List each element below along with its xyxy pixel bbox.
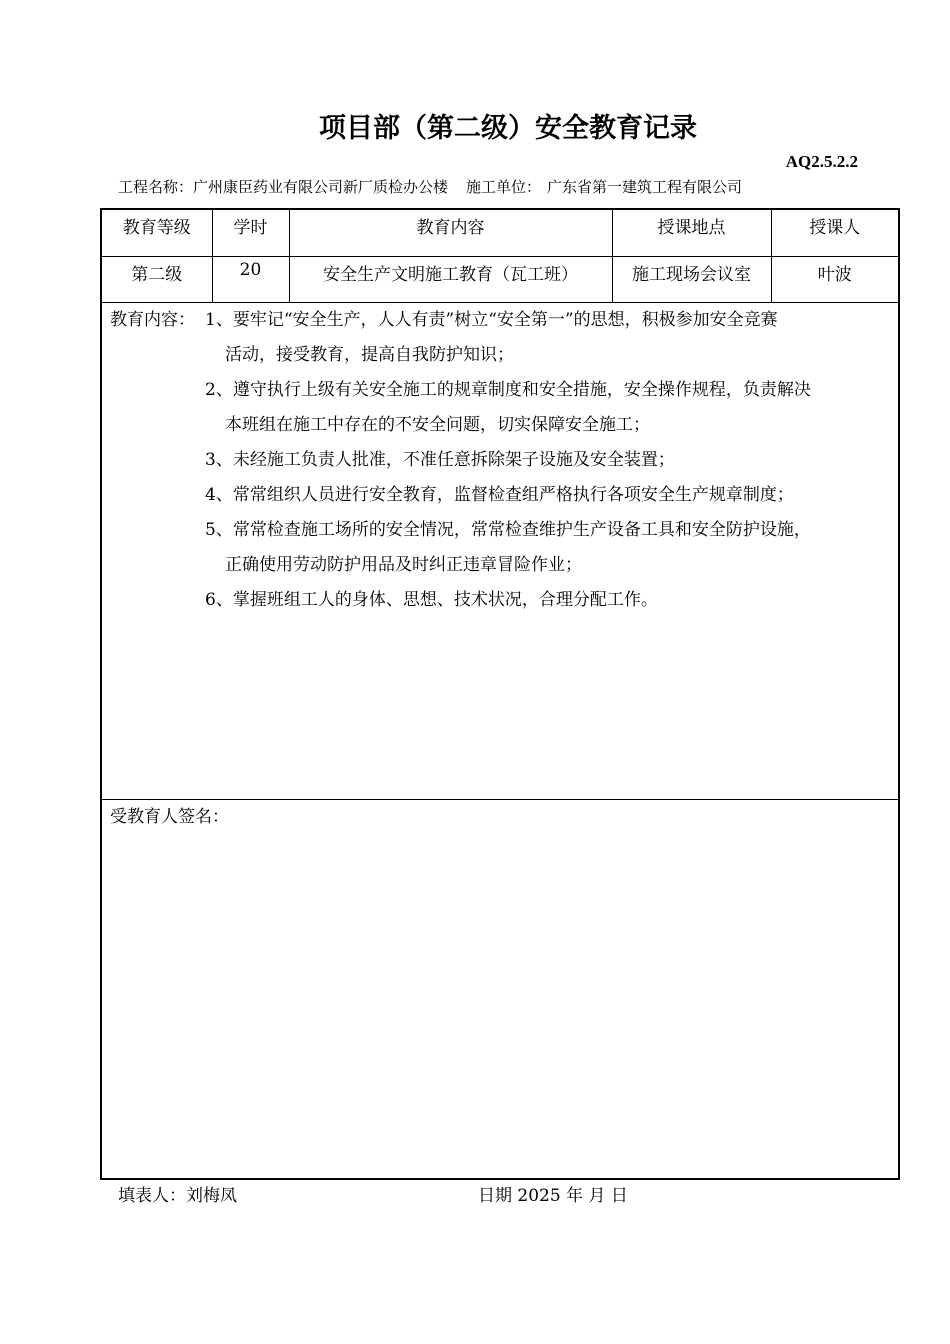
cell-education-level: 第二级 [101,256,212,302]
list-item [205,443,890,478]
project-name-label: 工程名称： [118,178,194,196]
header-content: 教育内容 [289,209,612,256]
table-header-row [101,209,899,256]
item-1-line-2: 活动，接受教育，提高自我防护知识； [225,344,514,365]
cell-lecturer: 叶波 [771,256,899,302]
cell-location: 施工现场会议室 [612,256,771,302]
education-record-table [100,208,900,1180]
item-2-line-1: 2、遵守执行上级有关安全施工的规章制度和安全措施，安全操作规程，负责解决 [205,379,811,400]
signature-row [101,799,899,1179]
header-hours: 学时 [212,209,289,256]
page-title: 项目部（第二级）安全教育记录 [319,113,697,144]
cell-content: 安全生产文明施工教育（瓦工班） [289,256,612,302]
content-items [205,303,890,618]
construction-unit-value: 广东省第一建筑工程有限公司 [547,178,743,196]
project-name-value: 广州康臣药业有限公司新厂质检办公楼 [193,178,449,196]
project-info-line [118,176,742,197]
item-2-line-2: 本班组在施工中存在的不安全问题，切实保障安全施工； [225,414,650,435]
form-date: 日期 2025 年 月 日 [478,1186,628,1206]
construction-unit-label: 施工单位： [466,178,542,196]
signature-label: 受教育人签名： [110,806,229,827]
list-item [205,583,890,618]
list-item [205,303,890,373]
item-3-line-1: 3、未经施工负责人批准，不准任意拆除架子设施及安全装置； [205,449,675,470]
document-code: AQ2.5.2.2 [785,152,858,171]
list-item [205,478,890,513]
list-item [205,513,890,583]
cell-hours: 20 [212,256,289,302]
item-1-line-1: 1、要牢记“安全生产，人人有责”树立“安全第一”的思想，积极参加安全竞赛 [205,309,778,330]
content-row [101,302,899,799]
item-4-line-1: 4、常常组织人员进行安全教育，监督检查组严格执行各项安全生产规章制度； [205,484,794,505]
item-5-line-1: 5、常常检查施工场所的安全情况，常常检查维护生产设备工具和安全防护设施， [205,519,811,540]
item-5-line-2: 正确使用劳动防护用品及时纠正违章冒险作业； [225,554,582,575]
filler-name: 填表人：刘梅凤 [118,1186,237,1206]
header-location: 授课地点 [612,209,771,256]
content-cell [101,302,899,799]
signature-cell[interactable] [101,799,899,1179]
content-label: 教育内容： [110,309,195,330]
item-6-line-1: 6、掌握班组工人的身体、思想、技术状况，合理分配工作。 [205,589,658,610]
header-lecturer: 授课人 [771,209,899,256]
list-item [205,373,890,443]
header-education-level: 教育等级 [101,209,212,256]
table-row [101,256,899,302]
